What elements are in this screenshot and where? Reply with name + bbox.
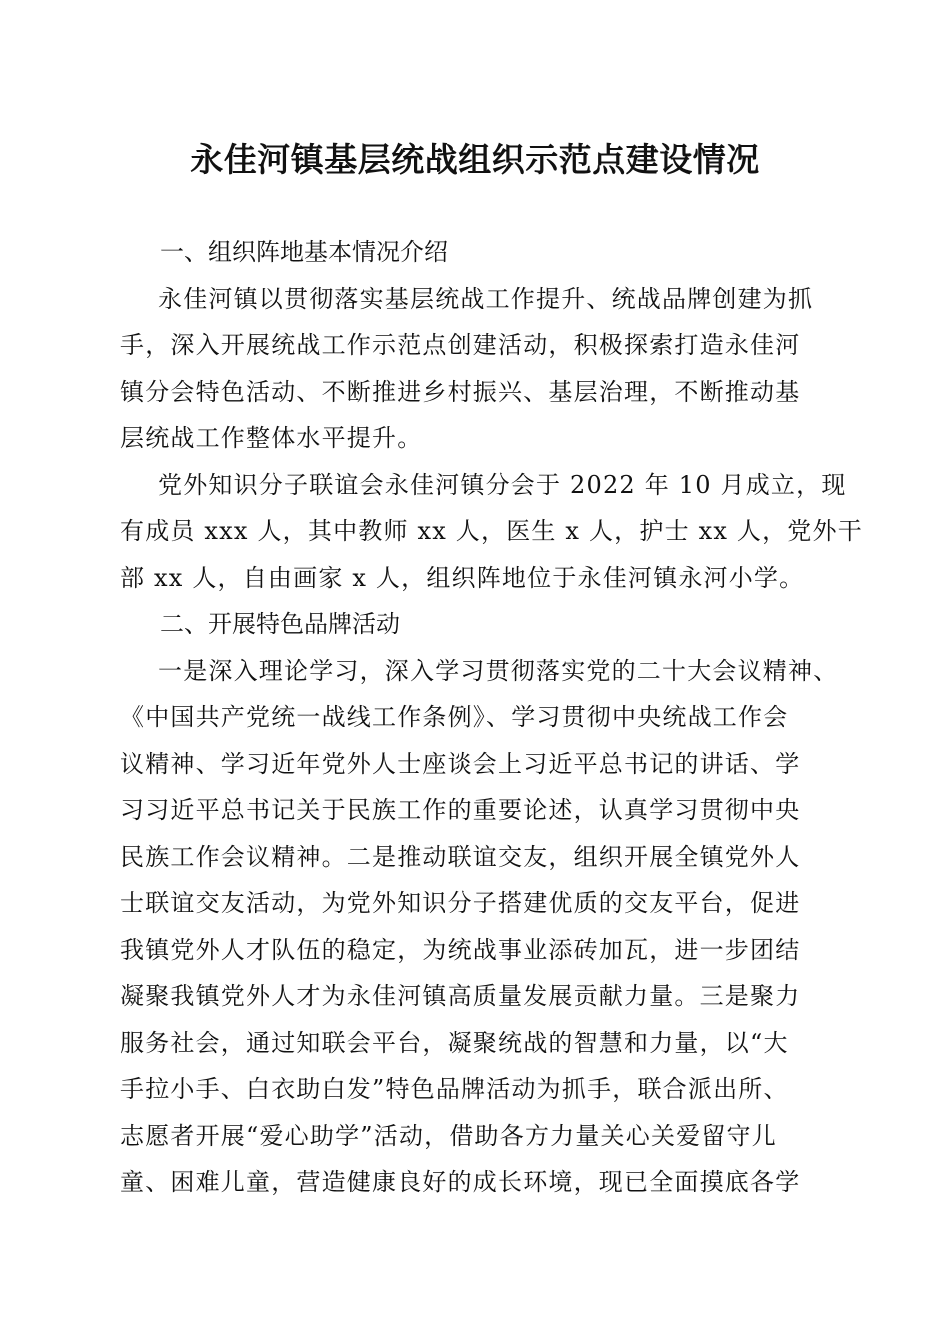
text-line: 童、困难儿童，营造健康良好的成长环境，现已全面摸底各学 — [120, 1168, 801, 1196]
text-line: 习习近平总书记关于民族工作的重要论述，认真学习贯彻中央 — [120, 796, 801, 824]
text-line: 层统战工作整体水平提升。 — [120, 424, 423, 452]
text-line: 一是深入理论学习，深入学习贯彻落实党的二十大会议精神、 — [158, 656, 839, 685]
paragraph — [120, 462, 863, 602]
paragraph — [120, 648, 839, 1206]
text-line: 手，深入开展统战工作示范点创建活动，积极探索打造永佳河 — [120, 331, 801, 359]
text-line: 《中国共产党统一战线工作条例》、学习贯彻中央统战工作会 — [120, 703, 789, 731]
text-line: 士联谊交友活动，为党外知识分子搭建优质的交友平台，促进 — [120, 889, 801, 917]
text-line: 服务社会，通过知联会平台，凝聚统战的智慧和力量，以“大 — [120, 1028, 789, 1057]
paragraph — [120, 276, 824, 462]
text-line: 永佳河镇以贯彻落实基层统战工作提升、统战品牌创建为抓 — [158, 284, 814, 313]
text-line: 有成员 xxx 人，其中教师 xx 人，医生 x 人，护士 xx 人，党外干 — [120, 517, 863, 545]
section-heading-basic-info: 一、组织阵地基本情况介绍 — [160, 238, 448, 266]
text-line: 党外知识分子联谊会永佳河镇分会于 2022 年 10 月成立，现 — [158, 470, 847, 499]
text-line: 凝聚我镇党外人才为永佳河镇高质量发展贡献力量。三是聚力 — [120, 982, 801, 1010]
text-line: 我镇党外人才队伍的稳定，为统战事业添砖加瓦，进一步团结 — [120, 935, 801, 964]
document-title: 永佳河镇基层统战组织示范点建设情况 — [190, 140, 760, 179]
text-line: 手拉小手、白衣助白发”特色品牌活动为抓手，联合派出所、 — [120, 1075, 789, 1103]
section-heading-brand-activities: 二、开展特色品牌活动 — [160, 610, 400, 638]
text-line: 议精神、学习近年党外人士座谈会上习近平总书记的讲话、学 — [120, 749, 801, 778]
text-line: 部 xx 人，自由画家 x 人，组织阵地位于永佳河镇永河小学。 — [120, 563, 805, 592]
text-line: 民族工作会议精神。二是推动联谊交友，组织开展全镇党外人 — [120, 842, 801, 871]
text-line: 镇分会特色活动、不断推进乡村振兴、基层治理，不断推动基 — [120, 377, 801, 406]
text-line: 志愿者开展“爱心助学”活动，借助各方力量关心关爱留守儿 — [120, 1121, 777, 1150]
document-body — [120, 229, 863, 1206]
